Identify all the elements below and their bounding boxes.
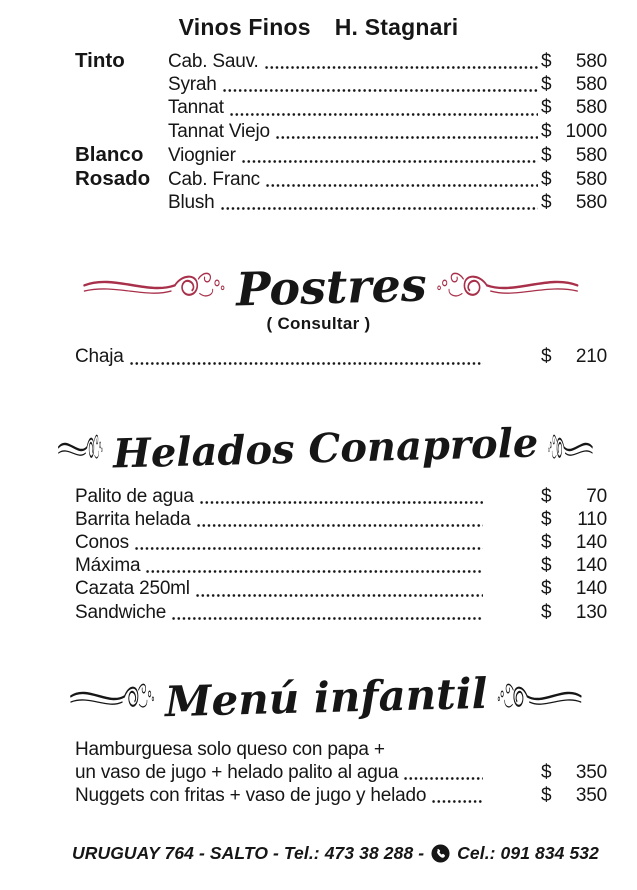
item-price	[541, 144, 607, 167]
menu-item-row	[75, 761, 607, 784]
dot-leader	[229, 111, 538, 117]
dot-leader	[199, 499, 483, 505]
item-label: Nuggets con fritas + vaso de jugo y helado	[75, 785, 427, 807]
currency-symbol: $	[541, 578, 552, 600]
dot-leader	[129, 360, 483, 366]
item-label: Tannat Viejo	[168, 120, 270, 142]
price-amount: 580	[575, 144, 607, 166]
dot-leader	[222, 87, 538, 93]
dot-leader	[265, 182, 538, 188]
helados-section-title: Helados Conaprole	[112, 419, 539, 478]
flourish-right-icon	[548, 423, 593, 475]
menu-item-row	[75, 508, 607, 531]
currency-symbol: $	[541, 97, 552, 119]
wine-list	[75, 49, 607, 214]
price-amount: 140	[575, 555, 607, 577]
flourish-right-icon	[436, 261, 579, 313]
wine-category-label: Rosado	[75, 167, 151, 191]
currency-symbol: $	[541, 508, 552, 530]
price-amount: 210	[575, 346, 607, 368]
currency-symbol: $	[541, 555, 552, 577]
item-price	[541, 531, 607, 554]
item-label: un vaso de jugo + helado palito al agua	[75, 762, 399, 784]
item-price	[541, 50, 607, 73]
postres-section-title: Postres	[235, 257, 427, 317]
price-amount: 110	[577, 508, 607, 530]
infantil-section-title: Menú infantil	[164, 669, 488, 727]
price-amount: 580	[575, 51, 607, 72]
wine-category-label: Tinto	[75, 49, 125, 72]
item-price	[541, 784, 607, 807]
item-price	[541, 761, 607, 784]
currency-symbol: $	[541, 74, 552, 96]
dot-leader	[134, 545, 483, 551]
item-price	[541, 508, 607, 531]
dot-leader	[403, 775, 483, 781]
footer-contact	[72, 843, 617, 864]
menu-item-row	[75, 485, 607, 508]
item-price	[541, 345, 607, 368]
item-price	[541, 96, 607, 119]
item-price	[541, 120, 607, 143]
price-amount: 580	[575, 192, 607, 214]
item-label: Hamburguesa solo queso con papa +	[75, 738, 385, 760]
infantil-list	[75, 738, 607, 808]
item-label: Conos	[75, 532, 129, 554]
currency-symbol: $	[541, 485, 552, 507]
item-label: Blush	[168, 192, 215, 214]
dot-leader	[264, 64, 538, 70]
currency-symbol: $	[541, 346, 552, 368]
wine-row	[75, 96, 607, 119]
price-amount: 130	[575, 601, 607, 623]
price-amount: 70	[586, 485, 607, 507]
item-price	[541, 577, 607, 600]
price-amount: 140	[575, 578, 607, 600]
currency-symbol: $	[541, 169, 552, 191]
currency-symbol: $	[541, 192, 552, 214]
dot-leader	[431, 798, 483, 804]
item-label: Tannat	[168, 97, 224, 119]
flourish-right-icon	[497, 672, 582, 724]
item-price	[541, 601, 607, 624]
flourish-left-icon	[70, 672, 155, 724]
menu-item-row	[75, 554, 607, 577]
price-amount: 350	[575, 785, 607, 807]
menu-item-row	[75, 577, 607, 600]
menu-item-row	[75, 784, 607, 807]
item-label: Chaja	[75, 346, 124, 368]
currency-symbol: $	[541, 601, 552, 623]
currency-symbol: $	[541, 144, 552, 166]
currency-symbol: $	[541, 51, 552, 72]
dot-leader	[275, 134, 538, 140]
dot-leader	[171, 615, 483, 621]
price-amount: 1000	[565, 120, 607, 142]
item-label: Barrita helada	[75, 508, 191, 530]
item-price	[541, 554, 607, 577]
menu-item-row	[75, 531, 607, 554]
price-amount: 140	[575, 532, 607, 554]
page-title-right: H. Stagnari	[334, 14, 459, 40]
wine-row	[75, 167, 607, 191]
footer-address: URUGUAY 764 - SALTO - Tel.: 473 38 288 -	[72, 843, 425, 863]
item-price	[541, 191, 607, 214]
wine-row	[75, 191, 607, 214]
item-label: Máxima	[75, 555, 141, 577]
item-label: Cab. Franc	[168, 169, 260, 191]
helados-section-header	[58, 419, 593, 478]
postres-note: ( Consultar )	[266, 314, 371, 334]
currency-symbol: $	[541, 785, 552, 807]
item-label: Cab. Sauv.	[168, 51, 259, 72]
postres-list	[75, 345, 607, 368]
dot-leader	[220, 205, 538, 211]
item-label: Syrah	[168, 74, 217, 96]
currency-symbol: $	[541, 532, 552, 554]
flourish-left-icon	[58, 423, 103, 475]
currency-symbol: $	[541, 762, 552, 784]
whatsapp-phone-icon	[431, 844, 450, 863]
dot-leader	[241, 158, 538, 164]
dot-leader	[196, 522, 484, 528]
postres-section-header	[83, 257, 579, 317]
item-price	[541, 73, 607, 96]
helados-list	[75, 485, 607, 624]
infantil-section-header	[70, 669, 582, 727]
menu-item-row	[75, 601, 607, 624]
page-title-left: Vinos Finos	[178, 14, 311, 40]
page-title	[0, 0, 637, 41]
item-label: Viognier	[168, 144, 236, 166]
wine-row	[75, 143, 607, 167]
price-amount: 350	[575, 762, 607, 784]
flourish-left-icon	[83, 261, 226, 313]
menu-item-row	[75, 738, 607, 761]
price-amount: 580	[575, 169, 607, 191]
price-amount: 580	[575, 97, 607, 119]
item-label: Sandwiche	[75, 601, 167, 623]
currency-symbol: $	[541, 120, 552, 142]
wine-row	[75, 120, 607, 143]
wine-category-label: Blanco	[75, 142, 144, 166]
menu-item-row	[75, 345, 607, 368]
dot-leader	[145, 568, 483, 574]
wine-row	[75, 49, 607, 73]
item-price	[541, 168, 607, 191]
dot-leader	[195, 592, 483, 598]
item-price	[541, 485, 607, 508]
price-amount: 580	[575, 74, 607, 96]
footer-cel: Cel.: 091 834 532	[457, 843, 599, 863]
item-label: Palito de agua	[75, 485, 194, 507]
item-label: Cazata 250ml	[75, 578, 190, 600]
wine-row	[75, 73, 607, 96]
